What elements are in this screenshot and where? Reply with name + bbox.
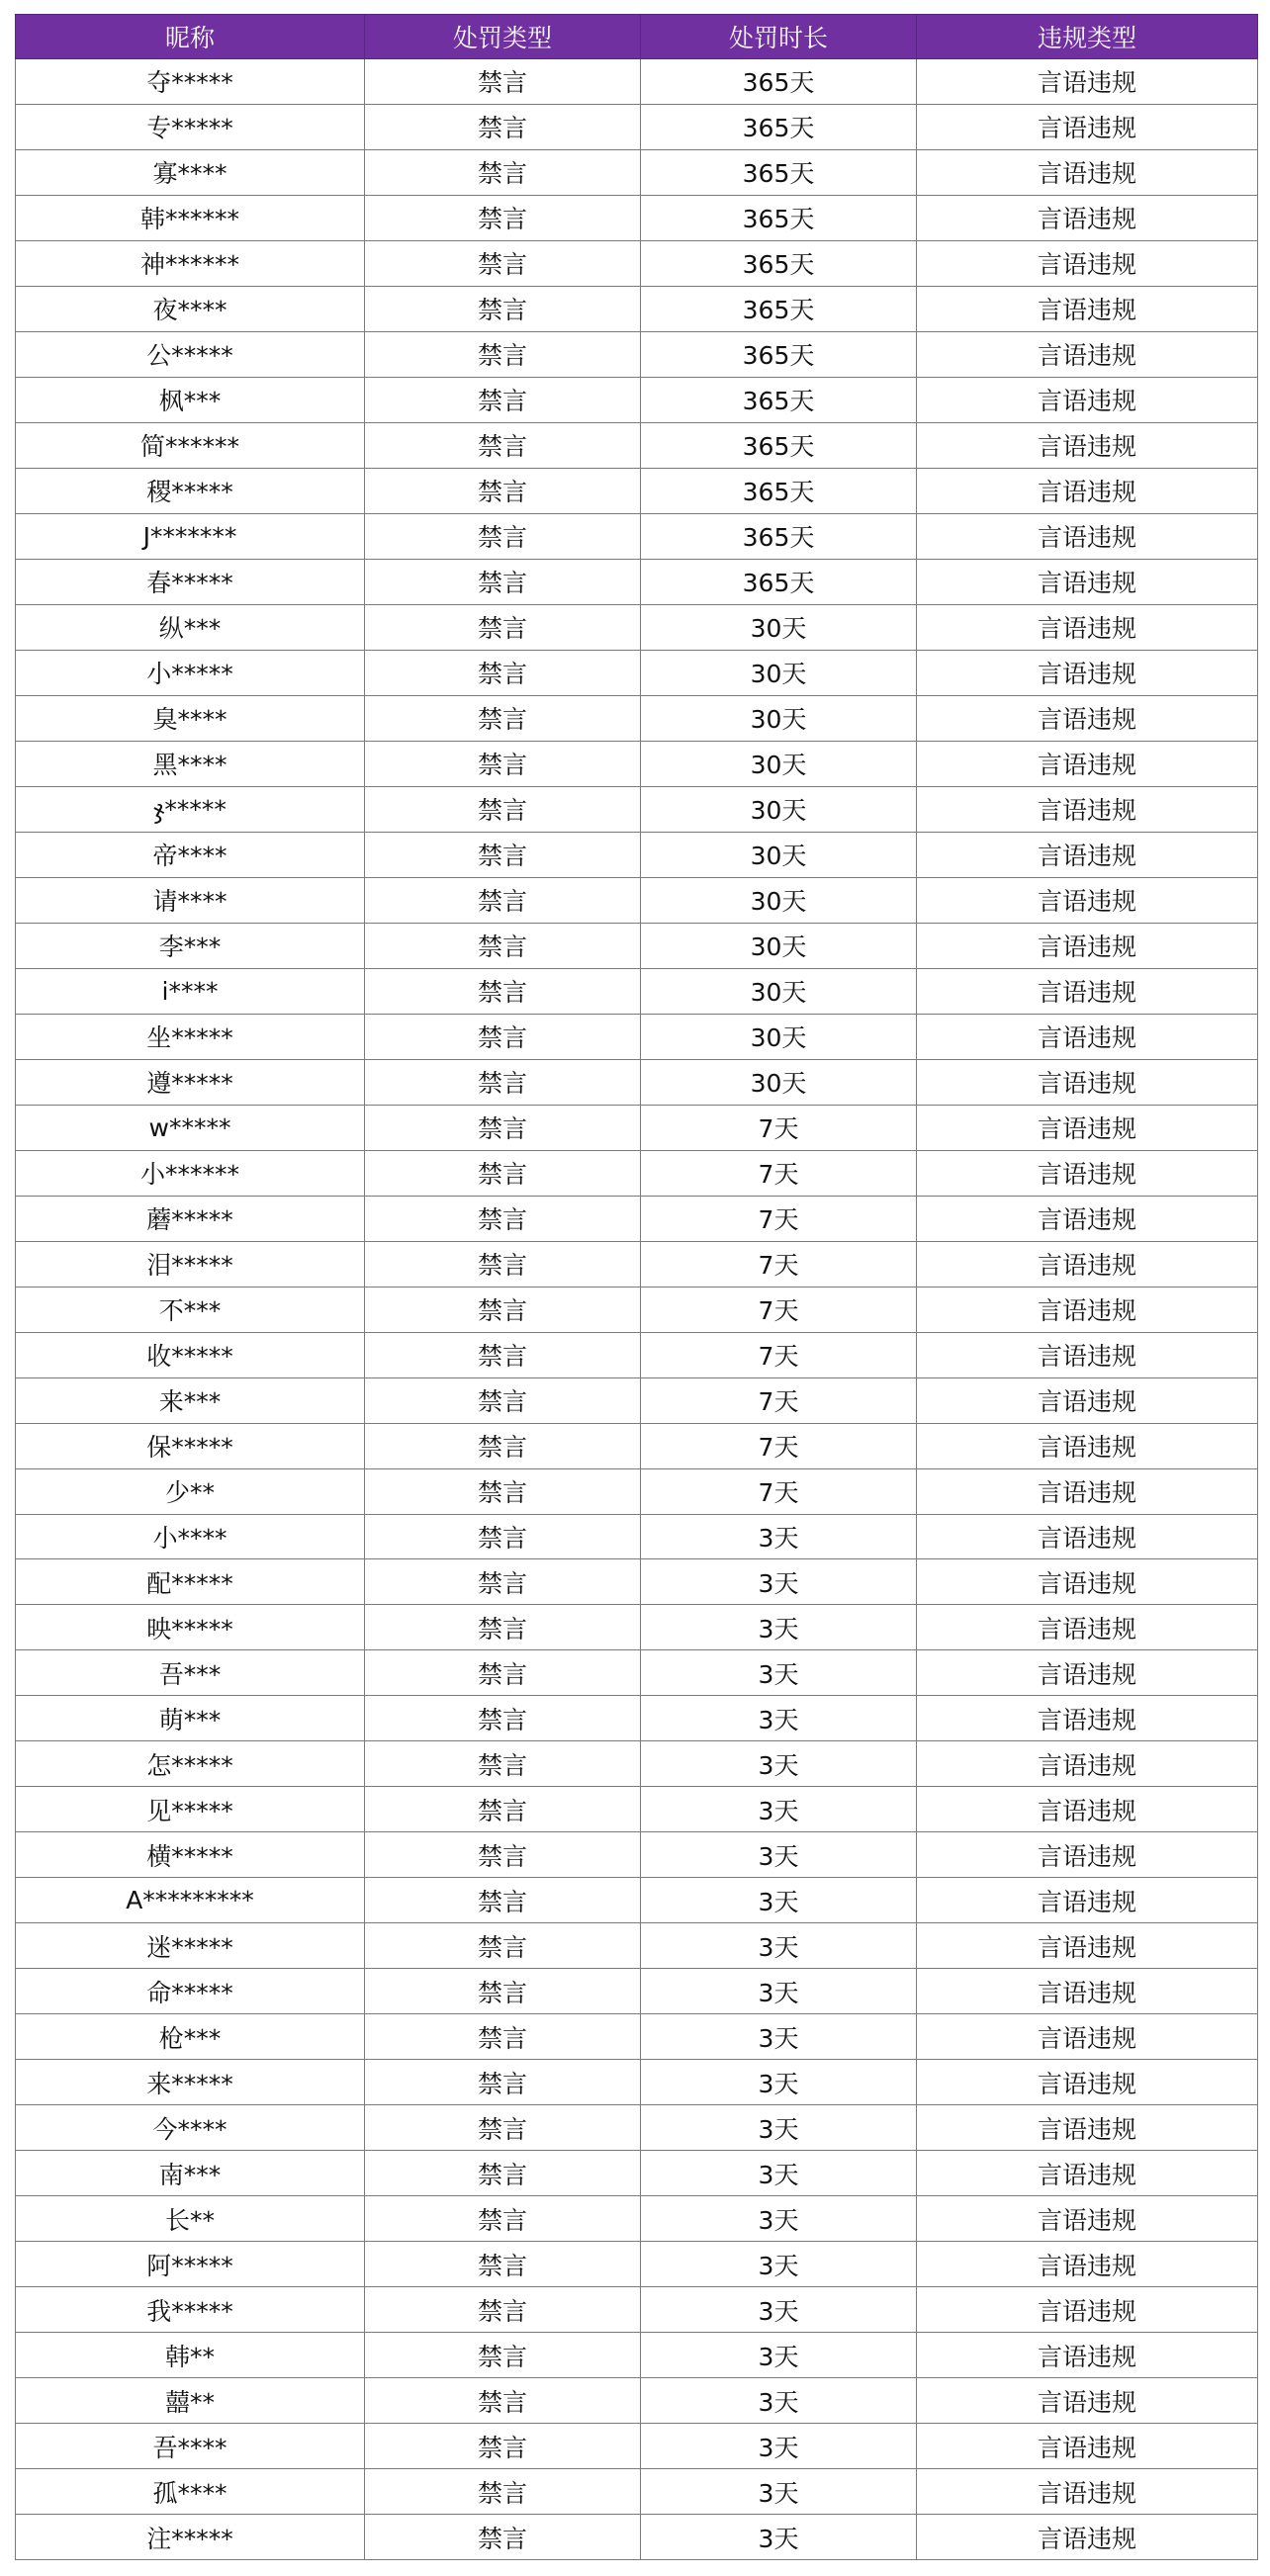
table-row <box>16 741 1258 786</box>
table-row <box>16 59 1258 105</box>
nickname-cell: 小**** <box>16 1514 365 1559</box>
table-row <box>16 1468 1258 1514</box>
nickname-cell: 收***** <box>16 1332 365 1377</box>
table-row <box>16 1923 1258 1969</box>
table-row <box>16 877 1258 923</box>
violation-type-cell: 言语违规 <box>917 2287 1258 2333</box>
violation-type-cell: 言语违规 <box>917 1787 1258 1832</box>
table-row <box>16 195 1258 240</box>
nickname-cell: w***** <box>16 1105 365 1150</box>
penalty-type-cell: 禁言 <box>365 149 641 195</box>
penalty-type-cell: 禁言 <box>365 2105 641 2151</box>
penalty-type-cell: 禁言 <box>365 1241 641 1287</box>
nickname-cell: 臭**** <box>16 695 365 741</box>
penalty-duration-cell: 3天 <box>641 1696 917 1741</box>
penalty-type-cell: 禁言 <box>365 286 641 331</box>
violation-type-cell: 言语违规 <box>917 1969 1258 2014</box>
nickname-cell: 来***** <box>16 2060 365 2105</box>
penalty-type-cell: 禁言 <box>365 1014 641 1059</box>
table-row <box>16 1969 1258 2014</box>
penalty-duration-cell: 30天 <box>641 786 917 832</box>
table-row <box>16 422 1258 468</box>
table-row <box>16 1196 1258 1241</box>
penalty-duration-cell: 365天 <box>641 468 917 513</box>
nickname-cell: 李*** <box>16 923 365 968</box>
table-row <box>16 1696 1258 1741</box>
nickname-cell: 帝**** <box>16 832 365 877</box>
violation-type-cell: 言语违规 <box>917 604 1258 650</box>
table-row <box>16 604 1258 650</box>
penalty-duration-cell: 3天 <box>641 2378 917 2424</box>
penalty-type-cell: 禁言 <box>365 604 641 650</box>
penalty-type-cell: 禁言 <box>365 331 641 377</box>
table-row <box>16 2105 1258 2151</box>
nickname-cell: 简****** <box>16 422 365 468</box>
table-row <box>16 1014 1258 1059</box>
nickname-cell: J******* <box>16 513 365 559</box>
nickname-cell: 小***** <box>16 650 365 695</box>
table-header <box>16 15 1258 59</box>
penalty-type-cell: 禁言 <box>365 1969 641 2014</box>
violation-type-cell: 言语违规 <box>917 2196 1258 2242</box>
violation-type-cell: 言语违规 <box>917 1150 1258 1196</box>
nickname-cell: 不*** <box>16 1287 365 1332</box>
violation-type-cell: 言语违规 <box>917 1605 1258 1650</box>
violation-type-cell: 言语违规 <box>917 104 1258 149</box>
table-body <box>16 59 1258 2560</box>
violation-type-cell: 言语违规 <box>917 240 1258 286</box>
table-row <box>16 1559 1258 1605</box>
nickname-cell: 寡**** <box>16 149 365 195</box>
penalty-duration-cell: 30天 <box>641 923 917 968</box>
nickname-cell: 少** <box>16 1468 365 1514</box>
table-row <box>16 377 1258 422</box>
violation-type-cell: 言语违规 <box>917 1923 1258 1969</box>
header-penalty-duration: 处罚时长 <box>641 15 917 59</box>
table-row <box>16 2287 1258 2333</box>
nickname-cell: 囍** <box>16 2378 365 2424</box>
penalty-duration-cell: 3天 <box>641 1878 917 1923</box>
nickname-cell: 遵***** <box>16 1059 365 1105</box>
violation-type-cell: 言语违规 <box>917 331 1258 377</box>
nickname-cell: 保***** <box>16 1423 365 1468</box>
penalty-type-cell: 禁言 <box>365 1832 641 1878</box>
penalty-type-cell: 禁言 <box>365 1287 641 1332</box>
penalty-duration-cell: 365天 <box>641 195 917 240</box>
penalty-type-cell: 禁言 <box>365 2014 641 2060</box>
violation-type-cell: 言语违规 <box>917 1332 1258 1377</box>
penalty-duration-cell: 3天 <box>641 1923 917 1969</box>
violation-type-cell: 言语违规 <box>917 59 1258 105</box>
table-row <box>16 149 1258 195</box>
table-row <box>16 468 1258 513</box>
table-row <box>16 968 1258 1014</box>
table-row <box>16 2469 1258 2515</box>
table-row <box>16 2060 1258 2105</box>
penalty-type-cell: 禁言 <box>365 195 641 240</box>
penalty-duration-cell: 3天 <box>641 2014 917 2060</box>
penalty-duration-cell: 30天 <box>641 1014 917 1059</box>
violation-type-cell: 言语违规 <box>917 1832 1258 1878</box>
violation-type-cell: 言语违规 <box>917 377 1258 422</box>
violation-type-cell: 言语违规 <box>917 786 1258 832</box>
penalty-duration-cell: 30天 <box>641 695 917 741</box>
violation-type-cell: 言语违规 <box>917 1696 1258 1741</box>
nickname-cell: 稷***** <box>16 468 365 513</box>
penalty-type-cell: 禁言 <box>365 2424 641 2469</box>
penalty-duration-cell: 7天 <box>641 1377 917 1423</box>
violation-type-cell: 言语违规 <box>917 1014 1258 1059</box>
penalty-type-cell: 禁言 <box>365 2378 641 2424</box>
penalty-type-cell: 禁言 <box>365 1059 641 1105</box>
violation-type-cell: 言语违规 <box>917 2424 1258 2469</box>
nickname-cell: 请**** <box>16 877 365 923</box>
penalty-type-cell: 禁言 <box>365 422 641 468</box>
nickname-cell: 韩** <box>16 2333 365 2378</box>
penalty-type-cell: 禁言 <box>365 513 641 559</box>
nickname-cell: 命***** <box>16 1969 365 2014</box>
penalty-type-cell: 禁言 <box>365 1332 641 1377</box>
table-row <box>16 240 1258 286</box>
violation-type-cell: 言语违规 <box>917 195 1258 240</box>
nickname-cell: 吾*** <box>16 1650 365 1696</box>
penalty-type-cell: 禁言 <box>365 1468 641 1514</box>
penalty-type-cell: 禁言 <box>365 2287 641 2333</box>
nickname-cell: 泪***** <box>16 1241 365 1287</box>
penalty-type-cell: 禁言 <box>365 240 641 286</box>
penalty-duration-cell: 3天 <box>641 2196 917 2242</box>
penalty-duration-cell: 3天 <box>641 1787 917 1832</box>
table-row <box>16 2242 1258 2287</box>
penalty-duration-cell: 3天 <box>641 1741 917 1787</box>
violation-type-cell: 言语违规 <box>917 2151 1258 2196</box>
nickname-cell: 坐***** <box>16 1014 365 1059</box>
nickname-cell: 春***** <box>16 559 365 604</box>
table-row <box>16 2196 1258 2242</box>
table-row <box>16 1650 1258 1696</box>
violation-type-cell: 言语违规 <box>917 559 1258 604</box>
nickname-cell: 南*** <box>16 2151 365 2196</box>
penalty-duration-cell: 7天 <box>641 1241 917 1287</box>
violation-type-cell: 言语违规 <box>917 1650 1258 1696</box>
header-violation-type: 违规类型 <box>917 15 1258 59</box>
penalty-type-cell: 禁言 <box>365 741 641 786</box>
penalty-duration-cell: 30天 <box>641 877 917 923</box>
penalty-duration-cell: 3天 <box>641 2242 917 2287</box>
penalty-duration-cell: 7天 <box>641 1332 917 1377</box>
penalty-type-cell: 禁言 <box>365 1605 641 1650</box>
penalty-duration-cell: 3天 <box>641 1650 917 1696</box>
penalty-type-cell: 禁言 <box>365 1650 641 1696</box>
nickname-cell: 横***** <box>16 1832 365 1878</box>
penalty-type-cell: 禁言 <box>365 650 641 695</box>
violation-type-cell: 言语违规 <box>917 286 1258 331</box>
penalty-type-cell: 禁言 <box>365 1878 641 1923</box>
nickname-cell: 今**** <box>16 2105 365 2151</box>
penalty-duration-cell: 30天 <box>641 650 917 695</box>
penalty-duration-cell: 7天 <box>641 1423 917 1468</box>
nickname-cell: 专***** <box>16 104 365 149</box>
penalty-type-cell: 禁言 <box>365 2196 641 2242</box>
penalty-type-cell: 禁言 <box>365 968 641 1014</box>
penalty-duration-cell: 3天 <box>641 2333 917 2378</box>
penalty-duration-cell: 365天 <box>641 104 917 149</box>
violation-type-cell: 言语违规 <box>917 2060 1258 2105</box>
nickname-cell: 夺***** <box>16 59 365 105</box>
penalty-duration-cell: 365天 <box>641 513 917 559</box>
penalty-duration-cell: 3天 <box>641 1605 917 1650</box>
table-row <box>16 1332 1258 1377</box>
header-row <box>16 15 1258 59</box>
table-row <box>16 286 1258 331</box>
table-row <box>16 1241 1258 1287</box>
penalty-duration-cell: 7天 <box>641 1150 917 1196</box>
table-row <box>16 559 1258 604</box>
penalty-type-cell: 禁言 <box>365 2515 641 2560</box>
penalty-list-sheet <box>15 14 1257 2560</box>
nickname-cell: A********* <box>16 1878 365 1923</box>
violation-type-cell: 言语违规 <box>917 695 1258 741</box>
violation-type-cell: 言语违规 <box>917 2014 1258 2060</box>
penalty-duration-cell: 365天 <box>641 59 917 105</box>
penalty-type-cell: 禁言 <box>365 832 641 877</box>
table-row <box>16 695 1258 741</box>
table-row <box>16 1832 1258 1878</box>
penalty-duration-cell: 7天 <box>641 1196 917 1241</box>
penalty-duration-cell: 30天 <box>641 604 917 650</box>
penalty-type-cell: 禁言 <box>365 695 641 741</box>
penalty-duration-cell: 365天 <box>641 331 917 377</box>
table-row <box>16 1787 1258 1832</box>
table-row <box>16 1878 1258 1923</box>
penalty-type-cell: 禁言 <box>365 1423 641 1468</box>
nickname-cell: 纵*** <box>16 604 365 650</box>
penalty-type-cell: 禁言 <box>365 877 641 923</box>
penalty-type-cell: 禁言 <box>365 1377 641 1423</box>
penalty-type-cell: 禁言 <box>365 2242 641 2287</box>
violation-type-cell: 言语违规 <box>917 1559 1258 1605</box>
table-row <box>16 1514 1258 1559</box>
nickname-cell: 我***** <box>16 2287 365 2333</box>
violation-type-cell: 言语违规 <box>917 1196 1258 1241</box>
table-row <box>16 2333 1258 2378</box>
penalty-duration-cell: 3天 <box>641 2287 917 2333</box>
penalty-duration-cell: 3天 <box>641 1969 917 2014</box>
nickname-cell: 孤**** <box>16 2469 365 2515</box>
violation-type-cell: 言语违规 <box>917 1514 1258 1559</box>
nickname-cell: 神****** <box>16 240 365 286</box>
violation-type-cell: 言语违规 <box>917 1105 1258 1150</box>
table-row <box>16 1105 1258 1150</box>
table-row <box>16 923 1258 968</box>
penalty-table <box>15 14 1258 2560</box>
penalty-type-cell: 禁言 <box>365 2060 641 2105</box>
violation-type-cell: 言语违规 <box>917 513 1258 559</box>
penalty-type-cell: 禁言 <box>365 1559 641 1605</box>
penalty-duration-cell: 30天 <box>641 1059 917 1105</box>
penalty-duration-cell: 365天 <box>641 286 917 331</box>
penalty-type-cell: 禁言 <box>365 1105 641 1150</box>
violation-type-cell: 言语违规 <box>917 468 1258 513</box>
table-row <box>16 1377 1258 1423</box>
penalty-duration-cell: 365天 <box>641 377 917 422</box>
violation-type-cell: 言语违规 <box>917 1878 1258 1923</box>
nickname-cell: 配***** <box>16 1559 365 1605</box>
nickname-cell: 长** <box>16 2196 365 2242</box>
violation-type-cell: 言语违规 <box>917 741 1258 786</box>
nickname-cell: 注***** <box>16 2515 365 2560</box>
penalty-type-cell: 禁言 <box>365 559 641 604</box>
table-row <box>16 104 1258 149</box>
penalty-duration-cell: 365天 <box>641 559 917 604</box>
penalty-type-cell: 禁言 <box>365 1196 641 1241</box>
table-row <box>16 331 1258 377</box>
violation-type-cell: 言语违规 <box>917 1241 1258 1287</box>
violation-type-cell: 言语违规 <box>917 1423 1258 1468</box>
table-row <box>16 1605 1258 1650</box>
penalty-type-cell: 禁言 <box>365 104 641 149</box>
penalty-type-cell: 禁言 <box>365 2469 641 2515</box>
violation-type-cell: 言语违规 <box>917 1377 1258 1423</box>
penalty-duration-cell: 3天 <box>641 1514 917 1559</box>
penalty-duration-cell: 7天 <box>641 1287 917 1332</box>
penalty-type-cell: 禁言 <box>365 1923 641 1969</box>
penalty-duration-cell: 3天 <box>641 2151 917 2196</box>
table-row <box>16 2151 1258 2196</box>
nickname-cell: 黑**** <box>16 741 365 786</box>
table-row <box>16 786 1258 832</box>
penalty-type-cell: 禁言 <box>365 786 641 832</box>
table-row <box>16 2515 1258 2560</box>
penalty-duration-cell: 3天 <box>641 2469 917 2515</box>
nickname-cell: 怎***** <box>16 1741 365 1787</box>
table-row <box>16 1287 1258 1332</box>
violation-type-cell: 言语违规 <box>917 1468 1258 1514</box>
nickname-cell: 公***** <box>16 331 365 377</box>
nickname-cell: 枫*** <box>16 377 365 422</box>
penalty-duration-cell: 3天 <box>641 2424 917 2469</box>
violation-type-cell: 言语违规 <box>917 923 1258 968</box>
penalty-type-cell: 禁言 <box>365 1787 641 1832</box>
nickname-cell: 小****** <box>16 1150 365 1196</box>
penalty-type-cell: 禁言 <box>365 1514 641 1559</box>
nickname-cell: 来*** <box>16 1377 365 1423</box>
penalty-type-cell: 禁言 <box>365 377 641 422</box>
table-row <box>16 1059 1258 1105</box>
penalty-duration-cell: 7天 <box>641 1105 917 1150</box>
violation-type-cell: 言语违规 <box>917 1059 1258 1105</box>
table-row <box>16 832 1258 877</box>
table-row <box>16 2378 1258 2424</box>
violation-type-cell: 言语违规 <box>917 877 1258 923</box>
table-row <box>16 2424 1258 2469</box>
penalty-duration-cell: 365天 <box>641 240 917 286</box>
penalty-duration-cell: 3天 <box>641 1832 917 1878</box>
penalty-duration-cell: 3天 <box>641 2105 917 2151</box>
table-row <box>16 650 1258 695</box>
violation-type-cell: 言语违规 <box>917 2105 1258 2151</box>
penalty-duration-cell: 30天 <box>641 741 917 786</box>
penalty-duration-cell: 365天 <box>641 149 917 195</box>
violation-type-cell: 言语违规 <box>917 832 1258 877</box>
penalty-duration-cell: 3天 <box>641 2060 917 2105</box>
penalty-duration-cell: 365天 <box>641 422 917 468</box>
violation-type-cell: 言语违规 <box>917 1287 1258 1332</box>
violation-type-cell: 言语违规 <box>917 2242 1258 2287</box>
penalty-type-cell: 禁言 <box>365 2151 641 2196</box>
penalty-type-cell: 禁言 <box>365 59 641 105</box>
nickname-cell: ჯ***** <box>16 786 365 832</box>
penalty-type-cell: 禁言 <box>365 2333 641 2378</box>
penalty-type-cell: 禁言 <box>365 468 641 513</box>
nickname-cell: 蘑***** <box>16 1196 365 1241</box>
penalty-type-cell: 禁言 <box>365 1150 641 1196</box>
violation-type-cell: 言语违规 <box>917 968 1258 1014</box>
header-nickname: 昵称 <box>16 15 365 59</box>
header-penalty-type: 处罚类型 <box>365 15 641 59</box>
nickname-cell: 韩****** <box>16 195 365 240</box>
table-row <box>16 1423 1258 1468</box>
table-row <box>16 513 1258 559</box>
penalty-type-cell: 禁言 <box>365 923 641 968</box>
violation-type-cell: 言语违规 <box>917 149 1258 195</box>
penalty-duration-cell: 30天 <box>641 968 917 1014</box>
penalty-type-cell: 禁言 <box>365 1696 641 1741</box>
nickname-cell: i**** <box>16 968 365 1014</box>
penalty-duration-cell: 3天 <box>641 1559 917 1605</box>
table-row <box>16 1150 1258 1196</box>
penalty-duration-cell: 7天 <box>641 1468 917 1514</box>
penalty-duration-cell: 3天 <box>641 2515 917 2560</box>
violation-type-cell: 言语违规 <box>917 2515 1258 2560</box>
violation-type-cell: 言语违规 <box>917 422 1258 468</box>
nickname-cell: 萌*** <box>16 1696 365 1741</box>
table-row <box>16 2014 1258 2060</box>
violation-type-cell: 言语违规 <box>917 2378 1258 2424</box>
table-row <box>16 1741 1258 1787</box>
nickname-cell: 枪*** <box>16 2014 365 2060</box>
violation-type-cell: 言语违规 <box>917 1741 1258 1787</box>
nickname-cell: 见***** <box>16 1787 365 1832</box>
penalty-type-cell: 禁言 <box>365 1741 641 1787</box>
nickname-cell: 夜**** <box>16 286 365 331</box>
violation-type-cell: 言语违规 <box>917 650 1258 695</box>
nickname-cell: 吾**** <box>16 2424 365 2469</box>
nickname-cell: 阿***** <box>16 2242 365 2287</box>
violation-type-cell: 言语违规 <box>917 2469 1258 2515</box>
nickname-cell: 迷***** <box>16 1923 365 1969</box>
penalty-duration-cell: 30天 <box>641 832 917 877</box>
violation-type-cell: 言语违规 <box>917 2333 1258 2378</box>
nickname-cell: 映***** <box>16 1605 365 1650</box>
